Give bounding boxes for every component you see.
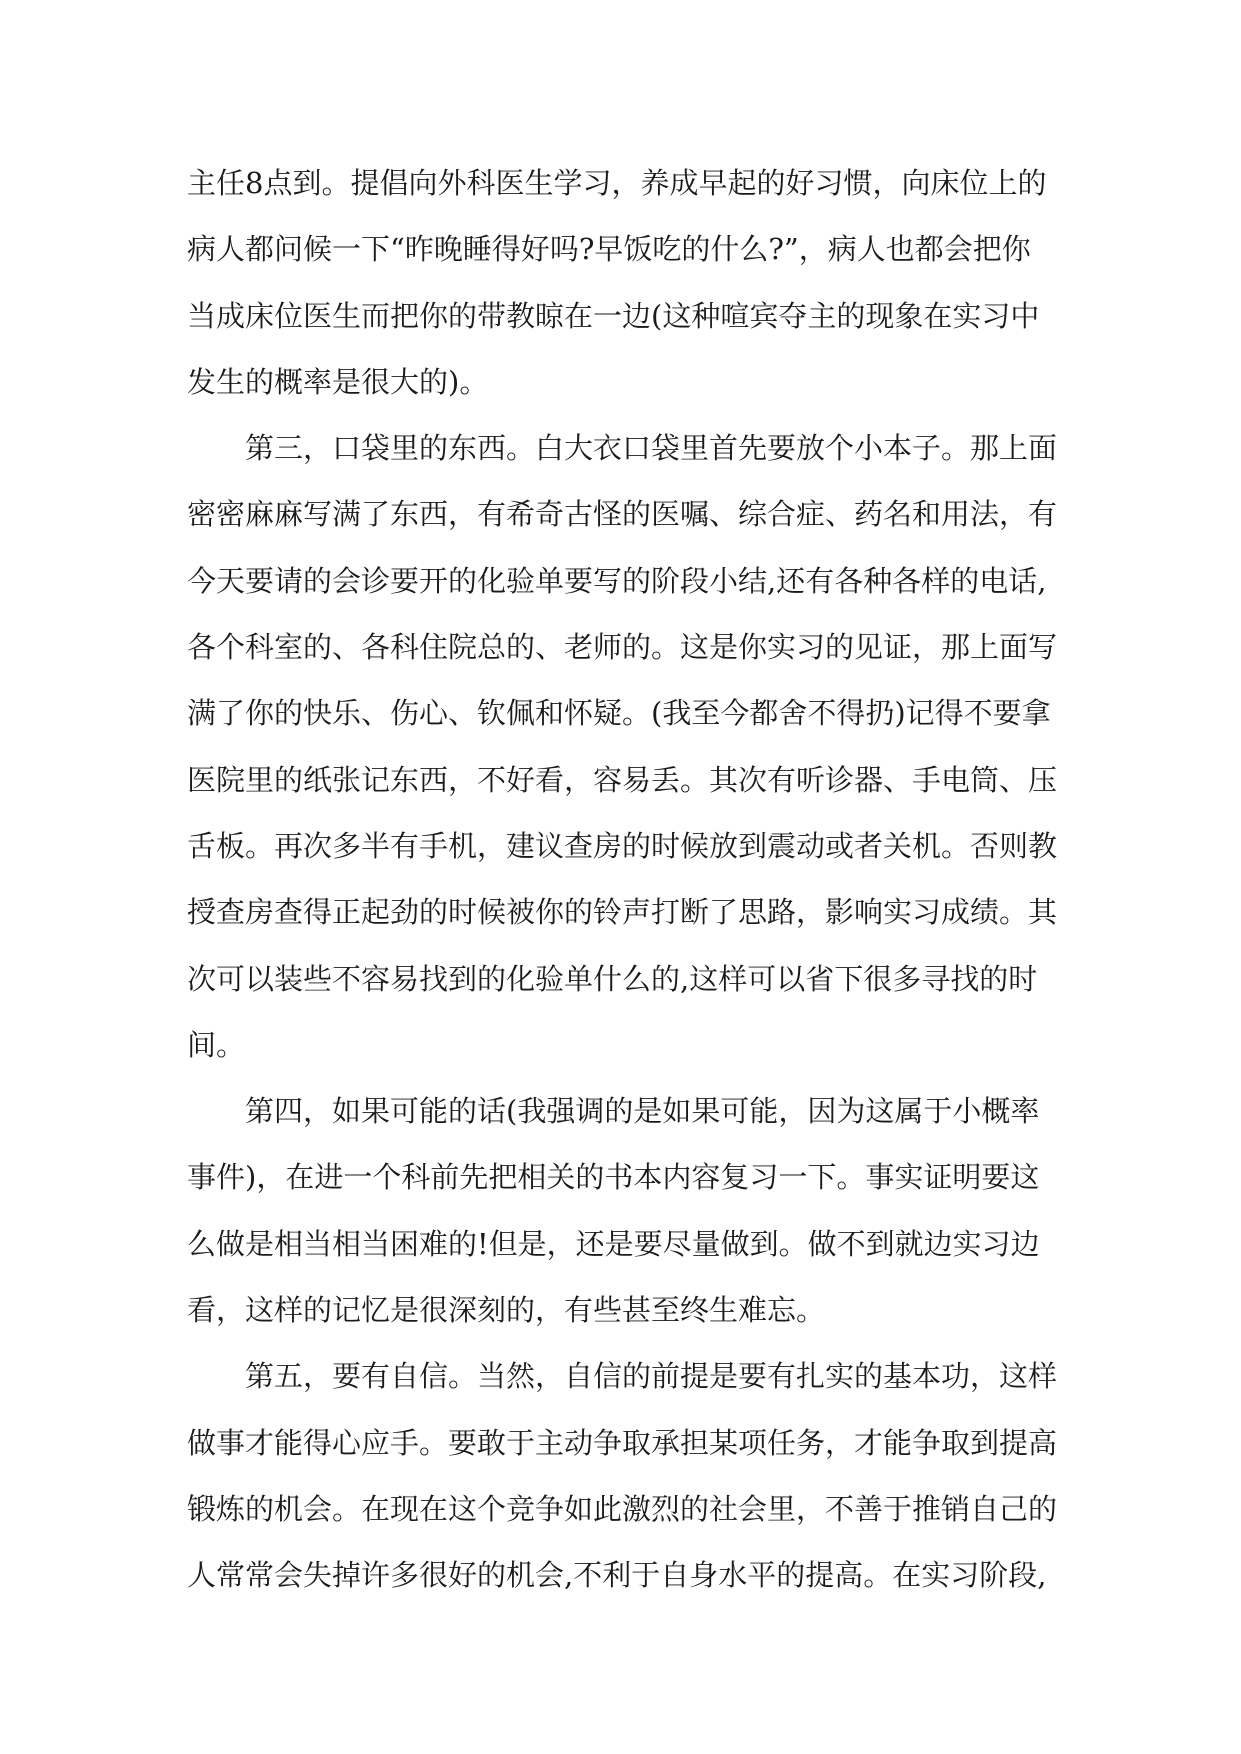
text-line: 满了你的快乐、伤心、钦佩和怀疑。(我至今都舍不得扔)记得不要拿 — [187, 696, 1051, 731]
paragraph-start-line: 第四，如果可能的话(我强调的是如果可能，因为这属于小概率 — [245, 1094, 1040, 1129]
text-line: 当成床位医生而把你的带教晾在一边(这种喧宾夺主的现象在实习中 — [187, 298, 1040, 333]
text-line: 医院里的纸张记东西，不好看，容易丢。其次有听诊器、手电筒、压 — [187, 762, 1058, 797]
text-line: 舌板。再次多半有手机，建议查房的时候放到震动或者关机。否则教 — [187, 828, 1058, 863]
text-line: 各个科室的、各科住院总的、老师的。这是你实习的见证，那上面写 — [187, 630, 1058, 665]
text-line: 做事才能得心应手。要敢于主动争取承担某项任务，才能争取到提高 — [187, 1425, 1058, 1460]
text-line: 事件)，在进一个科前先把相关的书本内容复习一下。事实证明要这 — [187, 1160, 1040, 1195]
paragraph-start-line: 第五，要有自信。当然，自信的前提是要有扎实的基本功，这样 — [245, 1359, 1058, 1394]
text-line: 人常常会失掉许多很好的机会,不利于自身水平的提高。在实习阶段, — [187, 1558, 1047, 1593]
text-line: 看，这样的记忆是很深刻的，有些甚至终生难忘。 — [187, 1293, 826, 1328]
text-line: 次可以装些不容易找到的化验单什么的,这样可以省下很多寻找的时 — [187, 961, 1038, 996]
text-line: 发生的概率是很大的)。 — [187, 364, 489, 399]
text-line: 今天要请的会诊要开的化验单要写的阶段小结,还有各种各样的电话, — [187, 563, 1047, 598]
paragraph-start-line: 第三，口袋里的东西。白大衣口袋里首先要放个小本子。那上面 — [245, 431, 1058, 466]
text-line: 密密麻麻写满了东西，有希奇古怪的医嘱、综合症、药名和用法，有 — [187, 497, 1058, 532]
text-line: 主任8点到。提倡向外科医生学习，养成早起的好习惯，向床位上的 — [187, 166, 1047, 200]
text-line: 病人都问候一下“昨晚睡得好吗?早饭吃的什么?”，病人也都会把你 — [187, 232, 1031, 267]
document-body — [187, 150, 1067, 1609]
text-line: 授查房查得正起劲的时候被你的铃声打断了思路，影响实习成绩。其 — [187, 895, 1058, 930]
text-line: 间。 — [187, 1027, 246, 1062]
text-line: 么做是相当相当困难的!但是，还是要尽量做到。做不到就边实习边 — [187, 1226, 1040, 1261]
text-line: 锻炼的机会。在现在这个竞争如此激烈的社会里，不善于推销自己的 — [187, 1491, 1058, 1526]
